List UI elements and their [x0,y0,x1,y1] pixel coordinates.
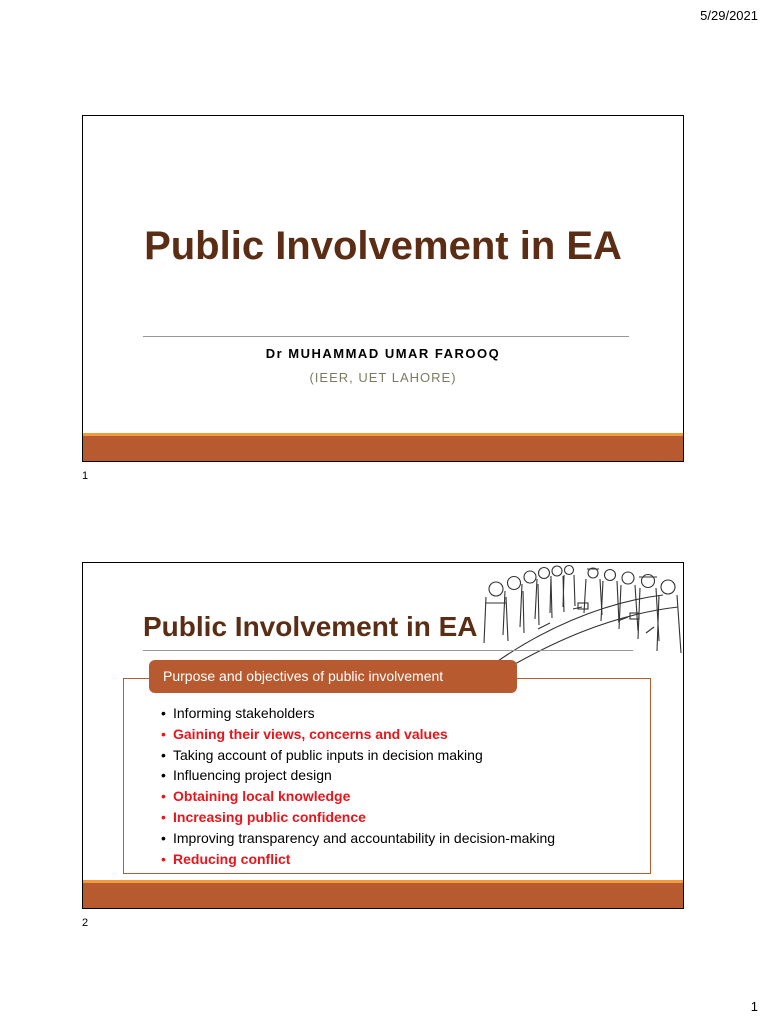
bullet-item [161,765,555,786]
bullet-text: Taking account of public inputs in decision making [173,746,483,763]
slide-1-author: Dr MUHAMMAD UMAR FAROOQ [265,346,501,361]
slide-1-divider [143,336,629,337]
bullet-marker: • [161,705,166,721]
bullet-marker: • [161,746,166,763]
bullet-text: Influencing project design [173,767,332,784]
bullet-item [161,807,555,828]
bullet-text: Reducing conflict [173,850,291,867]
page-date: 5/29/2021 [700,8,758,23]
bullet-item [161,786,555,807]
slide-1-title: Public Involvement in EA [144,224,622,268]
slide-2-number: 2 [82,917,89,929]
bullet-text: Increasing public confidence [173,808,366,825]
bullet-list [161,703,555,869]
bullet-text: Informing stakeholders [173,705,315,721]
bullet-item [161,703,555,724]
section-banner: Purpose and objectives of public involvement [149,660,517,693]
people-meeting-table-illustration [478,563,684,675]
slide-1-number: 1 [82,470,89,482]
slide-1 [82,115,684,462]
bullet-marker: • [161,767,166,784]
bullet-item [161,745,555,766]
bullet-item [161,849,555,870]
bullet-marker: • [161,725,166,742]
bullet-text: Gaining their views, concerns and values [173,725,448,742]
bullet-marker: • [161,808,166,825]
bullet-marker: • [161,788,166,805]
bullet-text: Improving transparency and accountability in decision-making [173,829,556,846]
bullet-item [161,828,555,849]
bullet-item [161,724,555,745]
bullet-text: Obtaining local knowledge [173,788,351,805]
bullet-marker: • [161,829,166,846]
slide-2 [82,562,684,909]
bullet-marker: • [161,850,166,867]
slide-1-affiliation: (IEER, UET LAHORE) [309,370,457,385]
slide-2-footer-bar [83,883,683,908]
page-number: 1 [750,999,758,1014]
slide-2-title-underline [143,650,633,651]
slide-1-footer-bar [83,436,683,461]
slide-2-title: Public Involvement in EA [143,611,478,642]
